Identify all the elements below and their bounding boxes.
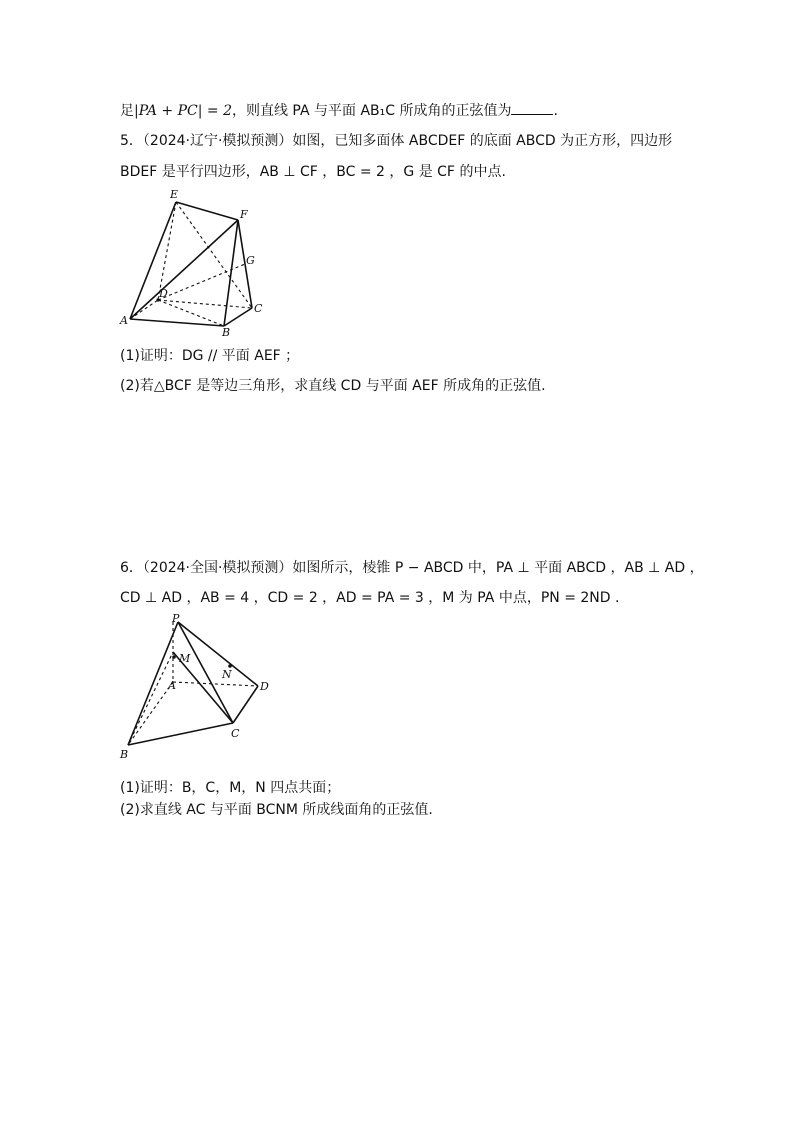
prefix-text: 足 — [120, 103, 134, 119]
q6-line-2: CD ⊥ AD ，AB = 4 ，CD = 2 ，AD = PA = 3 ，M 为 PA 中点，PN = 2ND . — [120, 590, 620, 606]
q5-line-1: 5．（2024·辽宁·模拟预测）如图，已知多面体 ABCDEF 的底面 ABCD 为正方形，四边形 — [120, 133, 673, 149]
label-N: N — [222, 668, 232, 681]
label-D: D — [260, 680, 269, 693]
q6-part-2: (2)求直线 AC 与平面 BCNM 所成线面角的正弦值. — [120, 802, 433, 818]
q6-part-1: (1)证明：B，C，M，N 四点共面； — [120, 780, 341, 796]
label-E: E — [170, 188, 179, 201]
q5-part-1: (1)证明：DG // 平面 AEF ； — [120, 348, 300, 364]
prev-question-text: ，则直线 PA 与平面 AB₁C 所成角的正弦值为 — [231, 103, 512, 119]
label-M: M — [179, 652, 191, 665]
label-G: G — [246, 254, 255, 267]
label-A: A — [168, 679, 176, 692]
label-B: B — [120, 748, 129, 761]
label-P: P — [172, 612, 180, 625]
q5-line-2: BDEF 是平行四边形，AB ⊥ CF ，BC = 2 ，G 是 CF 的中点. — [120, 164, 506, 180]
q6-pyramid-figure — [118, 612, 278, 762]
label-A: A — [120, 314, 128, 327]
label-C: C — [231, 727, 240, 740]
answer-blank[interactable] — [511, 100, 553, 115]
period: . — [553, 103, 558, 119]
q5-part-2: (2)若△BCF 是等边三角形，求直线 CD 与平面 AEF 所成角的正弦值. — [120, 378, 546, 394]
prev-question-tail — [120, 100, 558, 121]
label-B: B — [222, 326, 231, 339]
q6-line-1: 6．（2024·全国·模拟预测）如图所示，棱锥 P − ABCD 中，PA ⊥ 平面 ABCD ，AB ⊥ AD ， — [120, 560, 704, 576]
label-D: D — [159, 287, 168, 300]
label-C: C — [254, 302, 263, 315]
vector-abs-expression: |PA + PC| = 2 — [134, 103, 232, 119]
q5-polyhedron-figure — [118, 186, 278, 339]
label-F: F — [240, 208, 248, 221]
